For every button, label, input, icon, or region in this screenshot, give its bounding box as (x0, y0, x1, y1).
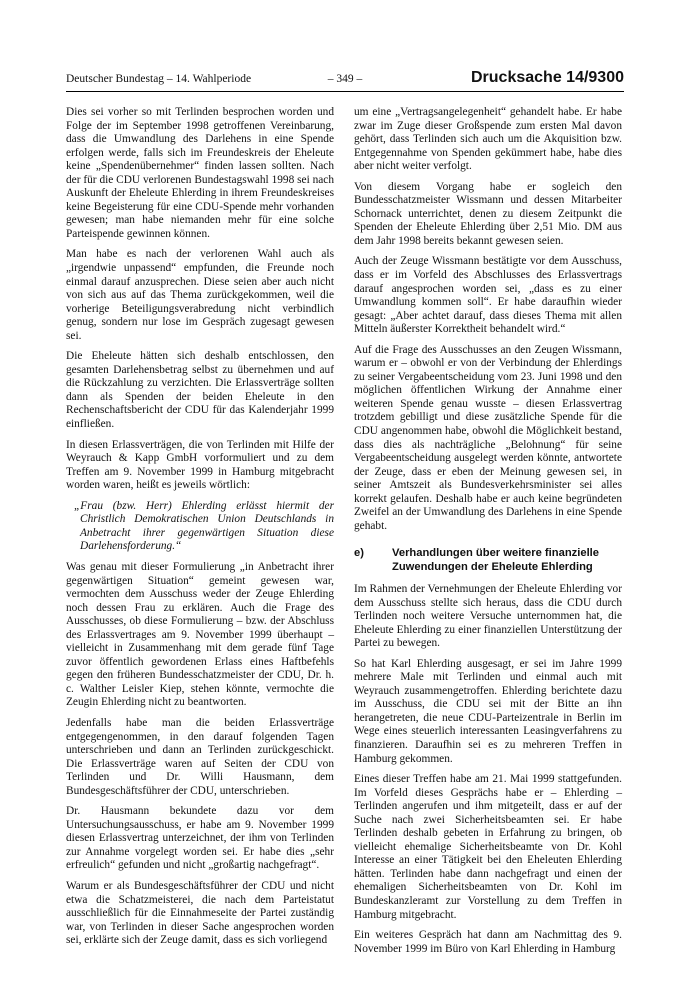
paragraph: Die Eheleute hätten sich deshalb entschlossen, den gesamten Darlehensbetrag selbst zu übernehmen und auf die Rückzahlung zu verzichten. Die Erlassverträge sollten dann als Spenden der beiden Eheleute in den Rechenschaftsbericht der CDU für das Kalenderjahr 1999 einfließen. (66, 350, 334, 431)
page-number: – 349 – (327, 73, 363, 85)
paragraph: Dies sei vorher so mit Terlinden besprochen worden und Folge der im September 1998 getroffenen Vereinbarung, dass die Umwandlung des Darlehens in eine Spende erfolgen werde, falls sich im Freundeskreis der Eheleute keine „Spendenübernehmer“ finden lassen sollten. Nach der für die CDU verlorenen Bundestagswahl 1998 sei nach Auskunft der Eheleute Ehlerding in ihrem Freundeskreises keine Begeisterung für eine CDU-Spende mehr vorhanden gewesen; man habe niemanden mehr für eine solche Parteispende gewinnen können. (66, 106, 334, 240)
right-column (354, 106, 622, 955)
paragraph: Man habe es nach der verlorenen Wahl auch als „irgendwie unpassend“ empfunden, die Freunde noch einmal darauf anzusprechen. Diese seien aber auch nicht von sich aus auf das Thema zurückgekommen, weil die vorherige Beteiligungsverabredung nicht verbindlich genug, sondern nur lose im Gespräch zugesagt gewesen sei. (66, 248, 334, 342)
section-heading (354, 547, 622, 575)
paragraph: Warum er als Bundesgeschäftsführer der CDU und nicht etwa die Schatzmeisterei, die nach dem Parteistatut ausschließlich für die Einnahmeseite der Partei zuständig war, von Terlinden in dieser Sache angesprochen worden sei, erklärte sich der Zeuge damit, dass es sich vorliegend (66, 879, 334, 947)
paragraph: So hat Karl Ehlerding ausgesagt, er sei im Jahre 1999 mehrere Male mit Terlinden und einmal auch mit Weyrauch zusammengetroffen. Ehlerding berichtete dazu im Ausschuss, die CDU sei mit der Bitte an ihn herangetreten, die neue CDU-Parteizentrale in Berlin im Wege eines steuerlich interessanten Leasingverfahrens zu finanzieren. Daraufhin sei es zu mehreren Treffen in Hamburg gekommen. (354, 657, 622, 765)
paragraph: Auf die Frage des Ausschusses an den Zeugen Wissmann, warum er – obwohl er von der Verbindung der Ehlerdings zu seiner Vergabeentscheidung vom 23. Juni 1998 und den möglichen öffentlichen Wirkung der Annahme einer weiteren Spende genau wusste – diesen Erlassvertrag trotzdem gebilligt und diese zusätzliche Spende für die CDU angenommen habe, obwohl die Möglichkeit bestand, dass dies als nachträgliche „Belohnung“ für seine Vergabeentscheidung ausgelegt werden könnte, antwortete der Zeuge, dass er eben der Meinung gewesen sei, in seiner Amtszeit als Bundesverkehrsminister sei alles korrekt gelaufen. Deshalb habe er auch keine begründeten Zweifel an der Umwandlung des Darlehens in eine Spende gehabt. (354, 343, 622, 532)
paragraph: Im Rahmen der Vernehmungen der Eheleute Ehlerding vor dem Ausschuss stellte sich heraus, dass die CDU durch Terlinden noch weitere Versuche unternommen hat, die Eheleute Ehlerding zu einer finanziellen Unterstützung der Partei zu bewegen. (354, 583, 622, 650)
section-title: Verhandlungen über weitere finanzielle Zuwendungen der Eheleute Ehlerding (392, 547, 600, 574)
paragraph: um eine „Vertragsangelegenheit“ gehandelt habe. Er habe zwar im Zuge dieser Großspende zum ersten Mal davon gehört, dass Terlinden sich auch um die Akquisition bzw. Entgegennahme von Spenden gekümmert habe, habe dies aber nicht weiter verfolgt. (354, 106, 622, 173)
paragraph: Von diesem Vorgang habe er sogleich den Bundesschatzmeister Wissmann und dessen Mitarbeiter Schornack unterrichtet, denen zu diesem Zeitpunkt die Spenden der Eheleute Ehlerding über 2,51 Mio. DM aus dem Jahr 1998 bereits bekannt gewesen seien. (354, 180, 622, 247)
paragraph: Jedenfalls habe man die beiden Erlassverträge entgegengenommen, in den darauf folgenden Tagen unterschrieben und dann an Terlinden zurückgeschickt. Die Erlassverträge waren auf Seiten der CDU von Terlinden und Dr. Willi Hausmann, dem Bundesgeschäftsführer der CDU, unterschrieben. (66, 716, 334, 797)
drucksache-number: Drucksache 14/9300 (471, 69, 624, 86)
paragraph: Was genau mit dieser Formulierung „in Anbetracht ihrer gegenwärtigen Situation“ gemeint gewesen war, vermochten dem Ausschuss weder der Zeuge Ehlerding noch dessen Frau zu erklären. Auch die Frage des Ausschusses, ob diese Formulierung – bzw. der Abschluss des Erlassvertrages am 9. November 1999 überhaupt – vielleicht in Zusammenhang mit dem gerade fünf Tage zuvor öffentlich gewordenen Erlass eines Haftbefehls gegen den früheren Bundesschatzmeister der CDU, Dr. h. c. Walther Leisler Kiep, stehen könnte, vermochte die Zeugin Ehlerding nicht zu beantworten. (66, 560, 334, 709)
paragraph: Ein weiteres Gespräch hat dann am Nachmittag des 9. November 1999 im Büro von Karl Ehlerding in Hamburg (354, 929, 622, 955)
header-publication: Deutscher Bundestag – 14. Wahlperiode (66, 73, 252, 85)
header-rule (66, 91, 624, 92)
block-quote: „Frau (bzw. Herr) Ehlerding erlässt hiermit der Christlich Demokratischen Union Deutschlands in Anbetracht ihrer gegenwärtigen Situation diese Darlehensforderung.“ (74, 499, 334, 553)
page-header (66, 69, 624, 93)
paragraph: In diesen Erlassverträgen, die von Terlinden mit Hilfe der Weyrauch & Kapp GmbH vorformuliert und zu dem Treffen am 9. November 1999 in Hamburg mitgebracht worden waren, heißt es jeweils wörtlich: (66, 438, 334, 492)
paragraph: Auch der Zeuge Wissmann bestätigte vor dem Ausschuss, dass er im Vorfeld des Abschlusses des Erlassvertrags darauf angesprochen worden sei, „dass es zu einer Umwandlung kommen soll“. Er habe daraufhin wieder gesagt: „Aber achtet darauf, dass dieses Thema mit allen Mitteln äußerster Korrektheit behandelt wird.“ (354, 255, 622, 336)
section-number: e) (354, 547, 364, 560)
left-column (66, 106, 334, 947)
paragraph: Eines dieser Treffen habe am 21. Mai 1999 stattgefunden. Im Vorfeld dieses Gesprächs habe er – Ehlerding – Terlinden angerufen und ihm mitgeteilt, dass er auf der Suche nach zwei Sicherheitsbeamten sei. Er habe Terlinden deshalb gebeten in Erfahrung zu bringen, ob vielleicht ehemalige Sicherheitsbeamte von Dr. Kohl Interesse an einer Tätigkeit bei den Eheleuten Ehlerding hätten. Terlinden habe dann nachgefragt und einen der ehemaligen Sicherheitsbeamten von Dr. Kohl im Bundeskanzleramt zur Vorstellung zu dem Treffen in Hamburg mitgebracht. (354, 773, 622, 921)
paragraph: Dr. Hausmann bekundete dazu vor dem Untersuchungsausschuss, er habe am 9. November 1999 diesen Erlassvertrag unterzeichnet, der ihm von Terlinden zur Annahme vorgelegt worden sei. Er habe dies „sehr erfreulich“ gefunden und nicht „großartig nachgefragt“. (66, 805, 334, 872)
